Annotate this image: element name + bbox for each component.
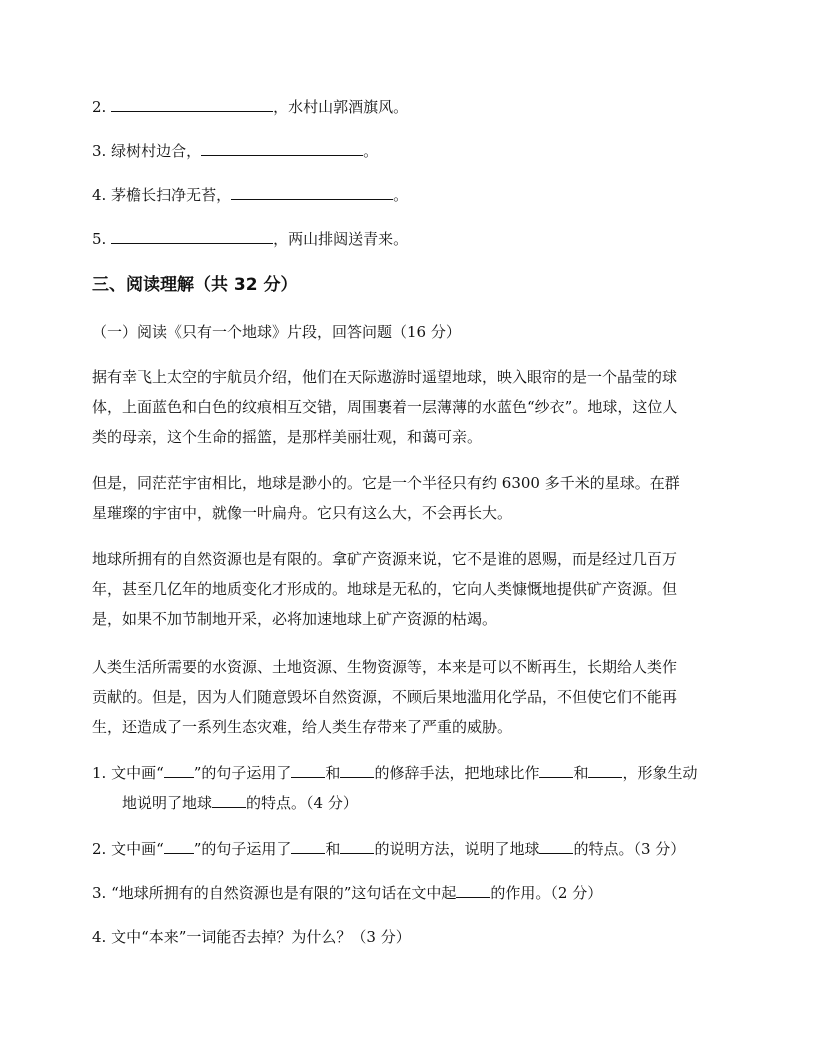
answer-blank[interactable] (456, 882, 490, 898)
question-text: ”的句子运用了 (193, 840, 292, 858)
question-4 (92, 922, 732, 952)
answer-blank[interactable] (212, 792, 246, 808)
passage-paragraph-3 (92, 544, 722, 634)
question-text: 3. “地球所拥有的自然资源也是有限的”这句话在文中起 (92, 884, 457, 902)
answer-blank[interactable] (111, 96, 273, 112)
fill-item-text: 茅檐长扫净无苔， (111, 186, 232, 204)
question-text: ”的句子运用了 (193, 764, 292, 782)
question-text: 的说明方法，说明了地球 (374, 840, 540, 858)
question-text: ，形象生动 (622, 764, 698, 782)
fill-item-text: 。 (363, 142, 379, 160)
question-1 (92, 758, 732, 818)
answer-blank[interactable] (340, 762, 374, 778)
answer-blank[interactable] (539, 762, 573, 778)
question-text: 和 (325, 840, 341, 858)
answer-blank[interactable] (588, 762, 622, 778)
passage-line: 但是，同茫茫宇宙相比，地球是渺小的。它是一个半径只有约 6300 多千米的星球。在群 (92, 474, 680, 492)
question-2 (92, 834, 732, 864)
question-text: 1. 文中画“ (92, 764, 164, 782)
question-3 (92, 878, 732, 908)
passage-line: 贡献的。但是，因为人们随意毁坏自然资源，不顾后果地滥用化学品，不但使它们不能再 (92, 688, 678, 706)
question-text: 的特点。（4 分） (246, 794, 358, 812)
section-heading: 三、阅读理解（共 32 分） (92, 275, 298, 295)
fill-item-text: ，两山排闼送青来。 (273, 230, 409, 248)
fill-item-number: 2. (92, 98, 107, 116)
answer-blank[interactable] (164, 762, 194, 778)
answer-blank[interactable] (164, 838, 194, 854)
passage-line: 星璀璨的宇宙中，就像一叶扁舟。它只有这么大，不会再长大。 (92, 504, 513, 522)
question-text: 的作用。（2 分） (490, 884, 603, 902)
answer-blank[interactable] (539, 838, 573, 854)
passage-paragraph-1 (92, 362, 722, 452)
fill-item-3 (92, 140, 378, 161)
fill-item-5 (92, 228, 408, 249)
passage-line: 是，如果不加节制地开采，必将加速地球上矿产资源的枯竭。 (92, 610, 498, 628)
question-text: 2. 文中画“ (92, 840, 164, 858)
question-text: 的特点。（3 分） (573, 840, 686, 858)
answer-blank[interactable] (291, 838, 325, 854)
question-text: 和 (325, 764, 341, 782)
question-text: 4. 文中“本来”一词能否去掉？为什么？（3 分） (92, 928, 411, 946)
question-text: 地说明了地球 (122, 794, 213, 812)
fill-item-2 (92, 96, 408, 117)
passage-line: 据有幸飞上太空的宇航员介绍，他们在天际遨游时遥望地球，映入眼帘的是一个晶莹的球 (92, 368, 678, 386)
passage-line: 体，上面蓝色和白色的纹痕相互交错，周围裹着一层薄薄的水蓝色“纱衣”。地球，这位人 (92, 398, 678, 416)
answer-blank[interactable] (340, 838, 374, 854)
fill-item-text: ，水村山郭酒旗风。 (273, 98, 409, 116)
question-text: 和 (573, 764, 589, 782)
answer-blank[interactable] (111, 228, 273, 244)
passage-line: 人类生活所需要的水资源、土地资源、生物资源等，本来是可以不断再生，长期给人类作 (92, 658, 678, 676)
fill-item-number: 3. (92, 142, 107, 160)
passage-line: 年，甚至几亿年的地质变化才形成的。地球是无私的，它向人类慷慨地提供矿产资源。但 (92, 580, 678, 598)
reading-subheading: （一）阅读《只有一个地球》片段，回答问题（16 分） (92, 323, 461, 341)
fill-item-4 (92, 184, 408, 205)
passage-line: 生，还造成了一系列生态灾难，给人类生存带来了严重的威胁。 (92, 718, 513, 736)
question-text: 的修辞手法，把地球比作 (374, 764, 540, 782)
answer-blank[interactable] (201, 140, 363, 156)
fill-item-number: 4. (92, 186, 107, 204)
answer-blank[interactable] (291, 762, 325, 778)
passage-line: 类的母亲，这个生命的摇篮，是那样美丽壮观，和蔼可亲。 (92, 428, 483, 446)
passage-paragraph-4 (92, 652, 722, 742)
passage-paragraph-2 (92, 468, 722, 528)
fill-item-number: 5. (92, 230, 107, 248)
answer-blank[interactable] (231, 184, 393, 200)
passage-line: 地球所拥有的自然资源也是有限的。拿矿产资源来说，它不是谁的恩赐，而是经过几百万 (92, 550, 678, 568)
fill-item-text: 绿树村边合， (111, 142, 202, 160)
fill-item-text: 。 (393, 186, 409, 204)
